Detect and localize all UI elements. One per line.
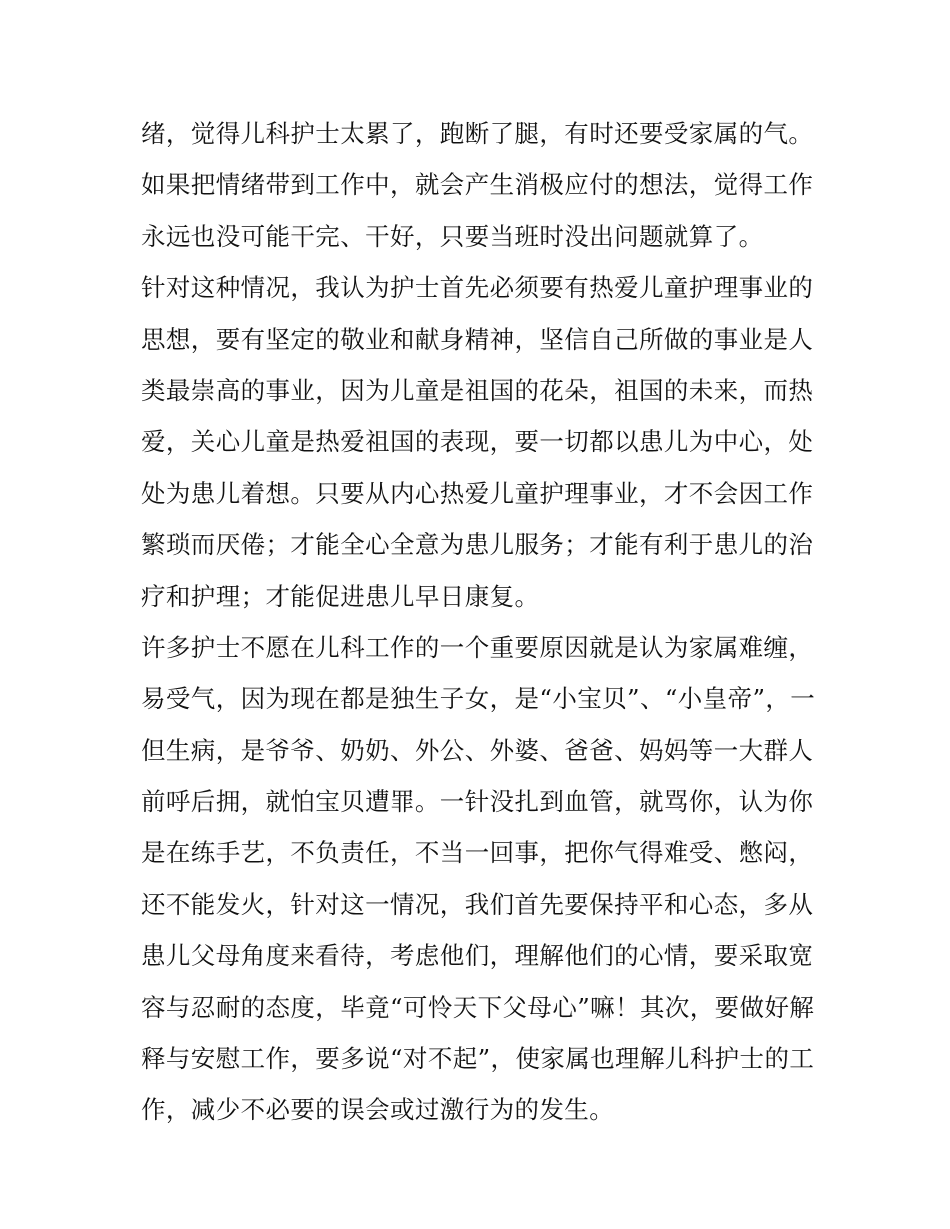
text-line: 但生病，是爷爷、奶奶、外公、外婆、爸爸、妈妈等一大群人: [141, 735, 814, 765]
text-line: 疗和护理；才能促进患儿早日康复。: [141, 581, 540, 611]
text-line: 易受气，因为现在都是独生子女，是“小宝贝”、“小皇帝”，一: [141, 684, 816, 714]
text-line: 患儿父母角度来看待，考虑他们，理解他们的心情，要采取宽: [141, 941, 814, 971]
text-line: 针对这种情况，我认为护士首先必须要有热爱儿童护理事业的: [141, 273, 814, 303]
body-text: [141, 108, 821, 1136]
text-line: 类最崇高的事业，因为儿童是祖国的花朵，祖国的未来，而热: [141, 375, 814, 405]
text-line: 处为患儿着想。只要从内心热爱儿童护理事业，才不会因工作: [141, 478, 814, 508]
text-line: 释与安慰工作，要多说“对不起”，使家属也理解儿科护士的工: [141, 1044, 815, 1074]
text-line: 繁琐而厌倦；才能全心全意为患儿服务；才能有利于患儿的治: [141, 530, 814, 560]
text-line: 作，减少不必要的误会或过激行为的发生。: [141, 1095, 615, 1125]
text-line: 容与忍耐的态度，毕竟“可怜天下父母心”嘛！其次，要做好解: [141, 992, 815, 1022]
text-line: 如果把情绪带到工作中，就会产生消极应付的想法，觉得工作: [141, 170, 814, 200]
text-line: 是在练手艺，不负责任，不当一回事，把你气得难受、憋闷，: [141, 838, 814, 868]
text-line: 绪，觉得儿科护士太累了，跑断了腿，有时还要受家属的气。: [141, 119, 814, 148]
text-line: 思想，要有坚定的敬业和献身精神，坚信自己所做的事业是人: [141, 324, 814, 354]
text-line: 爱，关心儿童是热爱祖国的表现，要一切都以患儿为中心，处: [141, 427, 814, 457]
text-line: 许多护士不愿在儿科工作的一个重要原因就是认为家属难缠，: [141, 632, 814, 662]
text-line: 永远也没可能干完、干好，只要当班时没出问题就算了。: [141, 221, 764, 251]
text-line: 还不能发火，针对这一情况，我们首先要保持平和心态，多从: [141, 889, 814, 919]
text-line: 前呼后拥，就怕宝贝遭罪。一针没扎到血管，就骂你，认为你: [141, 787, 814, 817]
